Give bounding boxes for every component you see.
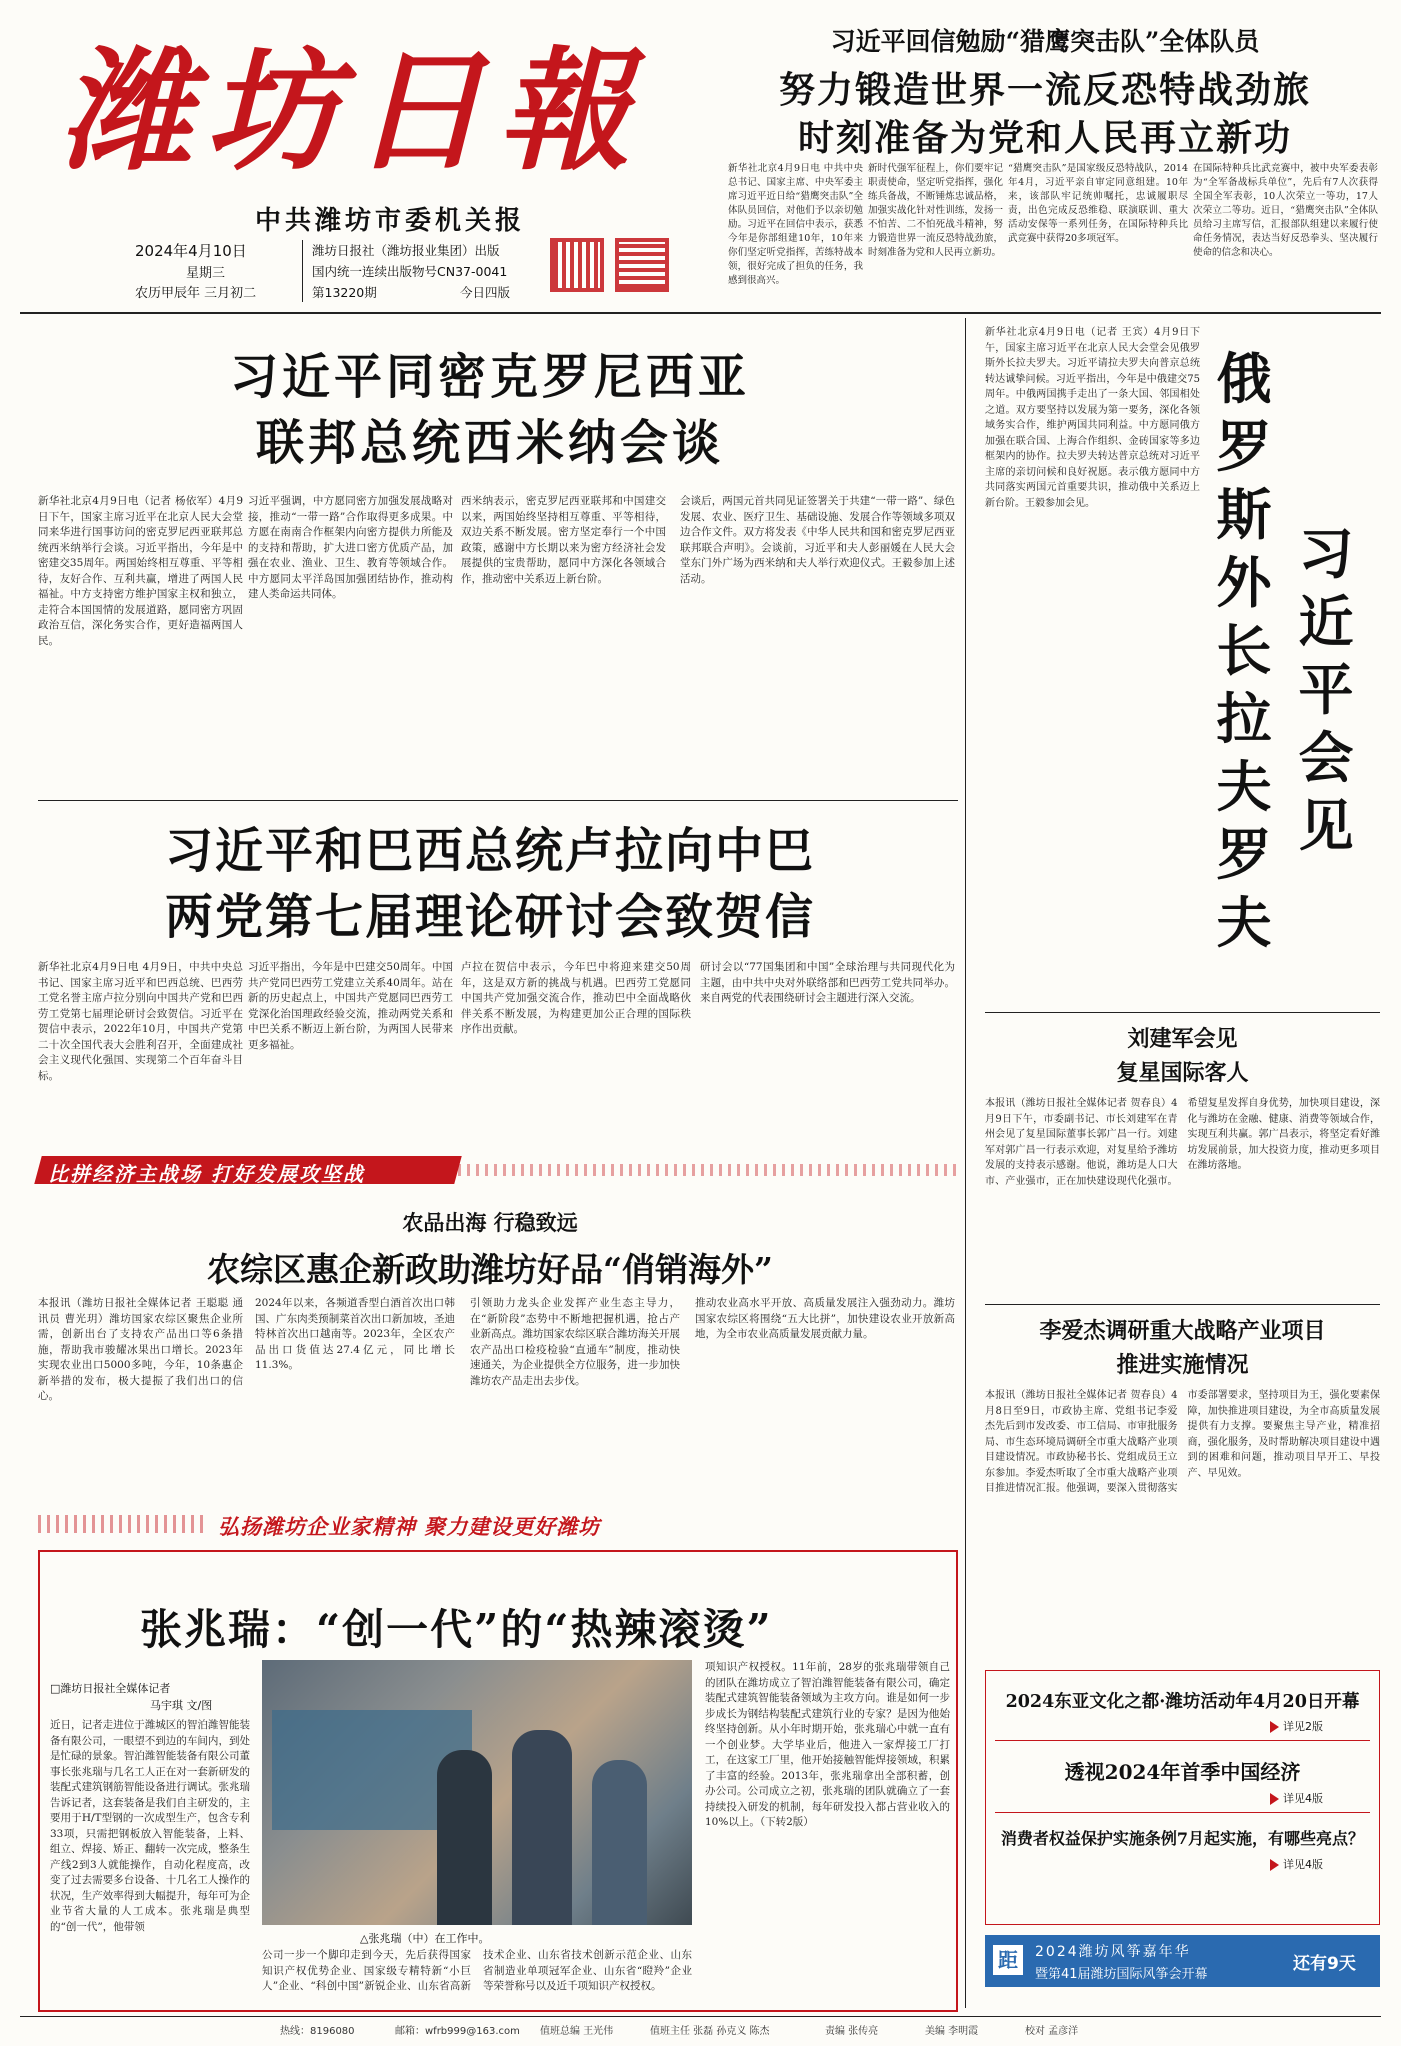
countdown-line-2: 暨第41届潍坊国际风筝会开幕 [1035,1967,1208,1982]
top-story-col-1: 新华社北京4月9日电 中共中央总书记、国家主席、中央军委主席习近平近日给“猎鹰突击队”全体队员回信，对他们予以亲切勉励。习近平在回信中表示，获悉今年是你部组建10年，10年来你们坚定听党指挥，苦练特战本领，很好完成了担负的任务，我感到很高兴。 [728,163,863,286]
story1-col-2: 习近平强调，中方愿同密方加强发展战略对接，推动“一带一路”合作取得更多成果。中方愿在南南合作框架内向密方提供力所能及的支持和帮助，扩大进口密方优质产品，加强在农业、渔业、卫生、教育等领域合作。中方愿同太平洋岛国加强团结协作，推动构建人类命运共同体。 [248,495,453,600]
masthead-subtitle: 中共潍坊市委机关报 [254,206,525,236]
rightbox-item-1-title[interactable]: 2024东亚文化之都·潍坊活动年4月20日开幕 [1005,1692,1360,1712]
feature-photo-caption: △张兆瑞（中）在工作中。 [360,1932,490,1945]
feature-byline-2: 马宇琪 文/图 [150,1699,213,1712]
qr-code-icon [550,238,604,292]
rightbox-item-1-link[interactable] [1270,1718,1323,1734]
section-rule [38,800,958,801]
top-story-headline-2: 时刻准备为党和人民再立新功 [797,117,1292,159]
right-story-vertical-kicker: 习近平会见 [1298,521,1354,858]
story4-col-3: 引领助力龙头企业发挥产业生态主导力，在“新阶段”态势中不断地把握机遇，抢占产业新高点。潍坊国家农综区联合潍坊海关开展农产品出口检疫检验“直通车”制度，推动快速通关，为企业提供全方位服务，进一步加快潍坊农产品走出去步伐。 [470,1297,680,1387]
story2-col-3: 卢拉在贺信中表示，今年巴中将迎来建交50周年，这是双方新的挑战与机遇。巴西劳工党愿同中国共产党加强交流合作，推动巴中全面战略伙伴关系不断发展，为构建更加公正合理的国际秩序作出贡献。 [461,961,691,1035]
footer-editor: 责编 张传亮 [825,2026,879,2037]
story1-headline-1: 习近平同密克罗尼西亚 [229,349,750,405]
banner-entrepreneur [38,1505,958,1545]
qr-code-icon [615,238,669,292]
footer-phone: 热线：8196080 [280,2026,355,2037]
story3-title-2: 推进实施情况 [1116,1352,1249,1378]
right-sub-text: 本报讯（潍坊日报社全媒体记者 贺春良）4月9日下午，市委副书记、市长刘建军在青州会见了复星国际董事长郭广昌一行。刘建军对郭广昌一行表示欢迎，对复星给予潍坊发展的支持表示感谢。他说，潍坊是人口大市、产业强市，正在加快建设现代化强市。希望复星发挥自身优势，加快项目建设，深化与潍坊在金融、健康、消费等领域合作，实现互利共赢。郭广昌表示，将坚定看好潍坊发展前景，加大投资力度，推动更多项目在潍坊落地。 [985,1098,1380,1187]
masthead [40,12,750,312]
story1-headline-2: 联邦总统西米纳会谈 [255,415,724,471]
top-story-headline-1: 努力锻造世界一流反恐特战劲旅 [778,69,1311,111]
top-story-col-4: 在国际特种兵比武竞赛中，被中央军委表彰为“全军备战标兵单位”，先后有7人次获得全国全军表彰，10人次荣立一等功，17人次荣立二等功。近日，“猎鹰突击队”全体队员给习主席写信，汇报部队组建以来履行使命任务情况，表达当好反恐拳头、坚决履行使命的信念和决心。 [1193,163,1378,258]
masthead-weekday: 星期三 [186,266,226,281]
feature-byline: □潍坊日报社全媒体记者 [50,1682,171,1695]
story3-text: 本报讯（潍坊日报社全媒体记者 贺春良）4月8日至9日，市政协主席、党组书记李爱杰先后到市发改委、市工信局、市审批服务局、市生态环境局调研全市重大战略产业项目建设情况。市政协秘书长、党组成员王立东参加。李爱杰听取了全市重大战略产业项目推进情况汇报。他强调，要深入贯彻落实市委部署要求，坚持项目为王，强化要素保障，加快推进项目建设，为全市高质量发展提供有力支撑。要聚焦主导产业，精准招商，强化服务，及时帮助解决项目建设中遇到的困难和问题，推动项目早开工、早投产、早见效。 [985,1390,1380,1494]
countdown-banner [985,1935,1380,1987]
countdown-line-1: 2024潍坊风筝嘉年华 [1035,1944,1191,1960]
banner-economy-text: 比拼经济主战场 打好发展攻坚战 [48,1162,365,1186]
rightbox-rule [995,1812,1370,1813]
feature-col-3: 项知识产权授权。11年前，28岁的张兆瑞带领自己的团队在潍坊成立了智泊潍智能装备有限公司，确定装配式建筑智能装备领域为主攻方向。谁是如何一步步成长为钢结构装配式建筑行业的专家？是因为他始终坚持创新。从小年时期开始，张兆瑞心中就一直有一个创业梦。大学毕业后，他进入一家焊接工厂打工，在这家工厂里，他开始接触智能焊接领域，积累了丰富的经验。2013年，张兆瑞拿出全部积蓄，创办公司。公司成立之初，张兆瑞的团队就确立了一套持续投入研发的机制，每年研发投入都占营业收入的10%以上。（下转2版） [705,1661,950,1828]
story2-headline-2: 两党第七届理论研讨会致贺信 [164,889,815,945]
footer-rule [20,2016,1381,2017]
right-story-text: 新华社北京4月9日电（记者 王宾）4月9日下午，国家主席习近平在北京人民大会堂会见俄罗斯外长拉夫罗夫。习近平请拉夫罗夫向普京总统转达诚挚问候。习近平指出，今年是中俄建交75周年。中俄两国携手走出了一条大国、邻国相处之道。双方要坚持以发展为第一要务，深化各领域务实合作，维护两国共同利益。中方愿同俄方加强在联合国、上海合作组织、金砖国家等多边框架内的协作。拉夫罗夫转达普京总统对习近平主席的亲切问候和良好祝愿。表示俄方愿同中方共同落实两国元首重要共识，推动俄中关系迈上新台阶。王毅参加会见。 [985,327,1200,509]
footer-proof: 校对 孟彦洋 [1025,2026,1079,2037]
feature-col-1: 近日，记者走进位于潍城区的智泊潍智能装备有限公司，一眼望不到边的车间内，到处是忙碌的景象。智泊潍智能装备有限公司董事长张兆瑞与几名工人正在对一套新研发的装配式建筑钢筋智能设备进行调试。张兆瑞告诉记者，这套装备是我们自主研发的，主要用于H/T型钢的一次成型生产，包含专利33项，只需把钢板放入智能装备，上料、组立、焊接、矫正、翻转一次完成，整条生产线2到3人就能操作，自动化程度高，改变了过去需要多台设备、十几名工人操作的状况，生产效率得到大幅提升，每年可为企业节省大量的人工成本。张兆瑞是典型的“创一代”，他带领 [50,1719,250,1933]
rightbox-item-3-link[interactable] [1270,1856,1323,1872]
right-story-vertical-headline: 俄罗斯外长拉夫罗夫 [1216,346,1272,955]
banner-economy-stripes [458,1164,958,1176]
story2-headline-1: 习近平和巴西总统卢拉向中巴 [164,823,815,879]
story1-col-3: 西米纳表示，密克罗尼西亚联邦和中国建交以来，两国始终坚持相互尊重、平等相待，双边关系不断发展。密方坚定奉行一个中国政策，感谢中方长期以来为密方经济社会发展提供的宝贵帮助，愿同中方深化各领域合作，推动密中关系迈上新台阶。 [461,495,666,585]
countdown-suffix: 还有9天 [1293,1954,1356,1974]
footer-design: 美编 李明霞 [925,2026,979,2037]
newspaper-logo: 潍坊日報 [60,34,644,189]
person-shape [592,1760,647,1925]
story2-col-4: 研讨会以“77国集团和中国”全球治理与共同现代化为主题，由中共中央对外联络部和巴西劳工党共同举办。来自两党的代表围绕研讨会主题进行深入交流。 [700,961,955,1004]
story4-col-1: 本报讯（潍坊日报社全媒体记者 王聪聪 通讯员 曹光玥）潍坊国家农综区聚焦企业所需，创新出台了支持农产品出口等6条措施，帮助我市骏耀冰果出口增长。2023年实现农业出口5000多吨，今年，10条惠企新举措的发布，极大提振了我们出口的信心。 [38,1297,243,1402]
rightbox-rule [995,1740,1370,1741]
rightbox-item-2-link-label: 详见4版 [1283,1792,1323,1805]
top-story-col-2: 新时代强军征程上，你们要牢记职责使命，坚定听党指挥，强化练兵备战，不断锤炼忠诚品格，加强实战化针对性训练，发扬一不怕苦、二不怕死战斗精神，努力锻造世界一流反恐特战劲旅，时刻准备为党和人民再立新功。 [868,163,1003,258]
top-story-kicker: 习近平回信勉励“猎鹰突击队”全体队员 [830,27,1260,56]
banner-entrepreneur-stripes [38,1515,208,1533]
rightbox-item-1-link-label: 详见2版 [1283,1720,1323,1733]
feature-headline: 张兆瑞：“创一代”的“热辣滚烫” [140,1605,773,1654]
banner-economy [38,1150,958,1190]
masthead-lunar: 农历甲辰年 三月初二 [135,286,257,301]
rightbox-item-3-link-label: 详见4版 [1283,1858,1323,1871]
masthead-pages: 今日四版 [460,285,511,300]
banner-entrepreneur-text: 弘扬潍坊企业家精神 聚力建设更好潍坊 [218,1514,601,1539]
footer-editor-chief: 值班总编 王光伟 [540,2026,614,2037]
story3-title-1: 李爱杰调研重大战略产业项目 [1039,1318,1326,1344]
masthead-publisher: 潍坊日报社（潍坊报业集团）出版 [312,243,500,258]
arrow-icon [1270,1721,1279,1733]
right-column-divider [965,318,966,2008]
masthead-cn: 国内统一连续出版物号CN37-0041 [312,264,508,279]
story4-col-2: 2024年以来，各频道香型白酒首次出口韩国、广东肉类预制菜首次出口新加坡，圣迪特林首次出口越南等。2023年，全区农产品出口货值达27.4亿元，同比增长11.3%。 [255,1297,455,1371]
arrow-icon [1270,1859,1279,1871]
arrow-icon [1270,1793,1279,1805]
person-shape [512,1730,572,1925]
top-story-col-3: “猎鹰突击队”是国家级反恐特战队，2014年4月，习近平亲自审定同意组建。10年来，该部队牢记统帅嘱托，忠诚履职尽责，出色完成反恐维稳、联演联训、重大活动安保等一系列任务，在国际特种兵比武竞赛中获得20多项冠军。 [1008,163,1188,244]
right-sub-title-2: 复星国际客人 [1116,1060,1249,1086]
masthead-date: 2024年4月10日 [135,242,247,260]
footer-email: 邮箱：wfrb999@163.com [395,2026,520,2037]
story2-col-1: 新华社北京4月9日电 4月9日，中共中央总书记、国家主席习近平和巴西总统、巴西劳工党名誉主席卢拉分别向中国共产党和巴西劳工党第七届理论研讨会致贺信。习近平在贺信中表示，2022年10月，中国共产党第二十次全国代表大会胜利召开，全面建成社会主义现代化强国、实现第二个百年奋斗目标。 [38,961,243,1082]
person-shape [437,1750,492,1925]
rightbox-item-3-title[interactable]: 消费者权益保护实施条例7月起实施，有哪些亮点？ [1000,1829,1365,1848]
masthead-divider [302,240,303,302]
countdown-prefix: 距 [993,1945,1023,1975]
rightbox-item-2-link[interactable] [1270,1790,1323,1806]
rightbox-item-2-title[interactable]: 透视2024年首季中国经济 [1064,1760,1301,1784]
right-rule-1 [985,1012,1380,1013]
right-rule-2 [985,1304,1380,1305]
story1-col-4: 会谈后，两国元首共同见证签署关于共建“一带一路”、绿色发展、农业、医疗卫生、基础设施、发展合作等领域多项双边合作文件。双方将发表《中华人民共和国和密克罗尼西亚联邦联合声明》。会谈前，习近平和夫人彭丽媛在人民大会堂东门外广场为西米纳和夫人举行欢迎仪式。王毅参加上述活动。 [680,495,955,585]
feature-photo [262,1660,692,1925]
masthead-issue: 第13220期 [312,285,377,300]
footer-editor-duty: 值班主任 张磊 孙克义 陈杰 [650,2026,770,2037]
story1-col-1: 新华社北京4月9日电（记者 杨依军）4月9日下午，国家主席习近平在北京人民大会堂同来华进行国事访问的密克罗尼西亚联邦总统西米纳举行会谈。习近平指出，今年是中密建交35周年。两国始终相互尊重、平等相待，友好合作、互利共赢，增进了两国人民福祉。中方支持密方维护国家主权和独立，走符合本国国情的发展道路，愿同密方巩固政治互信，深化务实合作，更好造福两国人民。 [38,495,243,647]
right-sub-title-1: 刘建军会见 [1127,1026,1238,1052]
masthead-rule [20,312,1381,314]
story4-kicker: 农品出海 行稳致远 [402,1210,578,1235]
story4-col-4: 推动农业高水平开放、高质量发展注入强劲动力。潍坊国家农综区将围绕“五大比拼”，加快建设农业开放新高地，为全市农业高质量发展贡献力量。 [695,1297,955,1340]
feature-col-2: 公司一步一个脚印走到今天，先后获得国家知识产权优势企业、国家级专精特新“小巨人”企业、“科创中国”新锐企业、山东省高新技术企业、山东省技术创新示范企业、山东省制造业单项冠军企业、山东省“瞪羚”企业等荣誉称号以及近千项知识产权授权。 [262,1949,692,1992]
story2-col-2: 习近平指出，今年是中巴建交50周年。中国共产党同巴西劳工党建立关系40周年。站在新的历史起点上，中国共产党愿同巴西劳工党深化治国理政经验交流，推动两党关系和中巴关系不断迈上新台阶，为两国人民带来更多福祉。 [248,961,453,1051]
story4-headline: 农综区惠企新政助潍坊好品“俏销海外” [207,1250,773,1289]
